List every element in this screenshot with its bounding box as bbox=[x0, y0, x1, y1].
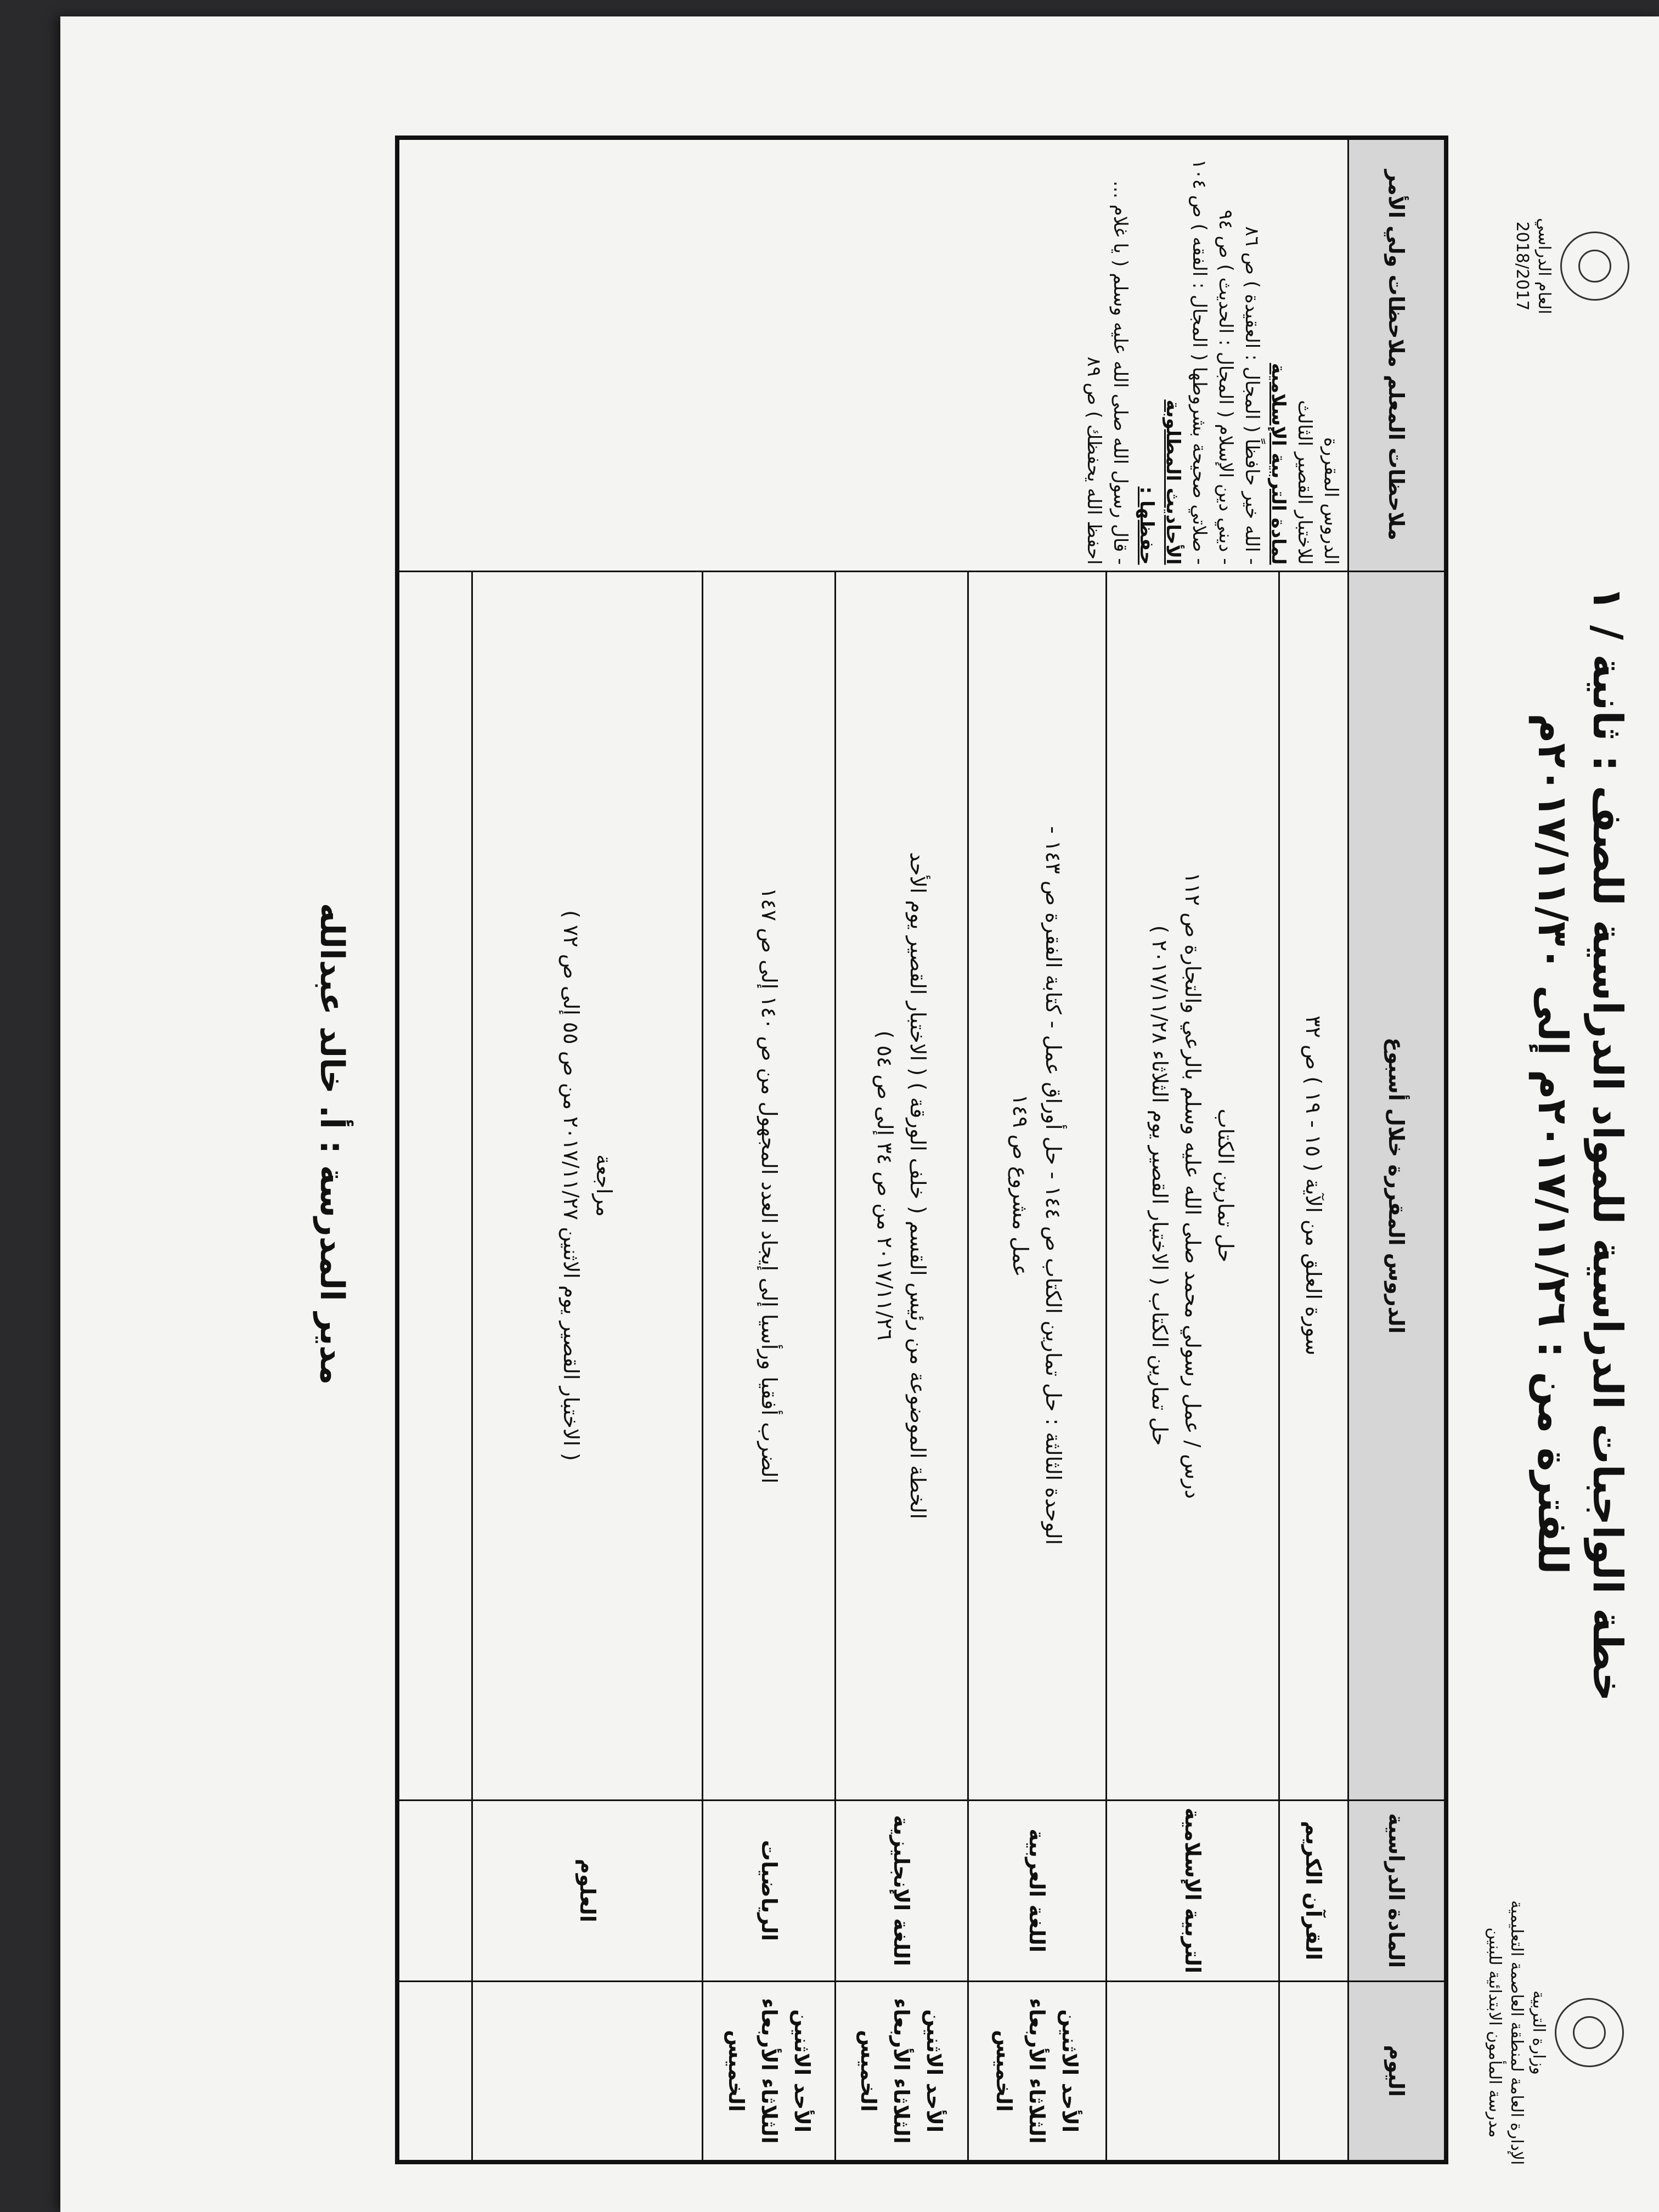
table-row bbox=[1279, 138, 1348, 2162]
hadith-item: - قال رسول الله صلى الله عليه وسلم ( يا غلام ... احفظ الله يحفظك ) ص ٨٩ bbox=[1082, 180, 1131, 565]
lesson-line: ٢٠١٧/١١/٢٦ من ص ٣٤ إلى ص ٥٤ ) bbox=[873, 1030, 898, 1341]
row-days: الأحد الاثنين الثلاثاء الأربعاء الخميس bbox=[968, 1981, 1106, 2162]
row-subject: اللغة العربية bbox=[968, 1800, 1106, 1981]
row-lessons bbox=[835, 571, 968, 1800]
row-days bbox=[1279, 1981, 1348, 2162]
ministry-line: مدرسة المأمون الابتدائية للبنين bbox=[1485, 1927, 1504, 2138]
lesson-line: الخطة الموضوعة من رئيس القسم ( خلف الورقة ) ( الاختبار القصير يوم الأحد bbox=[906, 852, 930, 1519]
lesson-line: درس / عمل رسولي محمد صلى الله عليه وسلم بالرعي والتجارة ص ١١٢ bbox=[1180, 872, 1205, 1499]
plan-table bbox=[395, 136, 1448, 2164]
ministry-line: الإدارة العامة لمنطقة العاصمة التعليمية bbox=[1507, 1900, 1526, 2165]
hadith-heading: الأحاديث المطلوبة bbox=[1161, 399, 1184, 565]
notes-item: - الله خير حافظاً ( المجال : العقيدة ) ص ٨٦ bbox=[1240, 226, 1263, 565]
lesson-line: عمل مشروع ص ١٤٩ bbox=[1008, 1094, 1033, 1277]
row-lessons bbox=[472, 571, 703, 1800]
notes-line: للاختبار القصير الثالث bbox=[1293, 400, 1316, 565]
notes-cell bbox=[397, 138, 1348, 571]
row-subject: العلوم bbox=[472, 1800, 703, 1981]
row-subject: التربية الإسلامية bbox=[1106, 1800, 1279, 1981]
empty-cell bbox=[397, 571, 472, 1800]
homework-plan-document bbox=[241, 101, 1659, 2186]
header-lessons: الدروس المقررة خلال أسبوع bbox=[1348, 571, 1446, 1800]
memorize-label: حفظها : bbox=[1135, 486, 1158, 565]
row-lessons bbox=[1106, 571, 1279, 1800]
header-notes: ملاحظات المعلم ملاحظات ولي الأمر bbox=[1348, 138, 1446, 571]
row-subject: اللغة الإنجليزية bbox=[835, 1800, 968, 1981]
row-subject: القرآن الكريم bbox=[1279, 1800, 1348, 1981]
title-line-2: للفترة من : ٢٠١٧/١١/٢٦م إلى ٢٠١٧/١١/٣٠م bbox=[1529, 713, 1576, 1575]
lesson-line: ( الاختبار القصير يوم الاثنين ٢٠١٧/١١/٢٧ من ص ٥٥ إلى ص ٧٢ ) bbox=[558, 910, 583, 1461]
lesson-line: الوحدة الثالثة : حل تمارين الكتاب ص ١٤٤ - حل أوراق عمل - كتابة الفقرة ص ١٤٣ - bbox=[1041, 826, 1066, 1545]
ministry-header bbox=[1483, 1890, 1624, 2175]
row-days: الأحد الاثنين الثلاثاء الأربعاء الخميس bbox=[703, 1981, 836, 2162]
paper-sheet bbox=[60, 16, 1659, 2212]
table-header-row bbox=[1348, 138, 1446, 2162]
principal-signature: مدير المدرسة : أ. خالد عبدالله bbox=[313, 902, 351, 1385]
header-subject: المادة الدراسية bbox=[1348, 1800, 1446, 1981]
row-days bbox=[472, 1981, 703, 2162]
document-title bbox=[1525, 431, 1635, 1857]
school-emblem-icon bbox=[1560, 232, 1629, 301]
empty-cell bbox=[397, 1981, 472, 2162]
notes-heading: الدروس المقررة bbox=[1319, 437, 1342, 565]
school-year: 2018/2017 bbox=[1513, 221, 1532, 311]
ministry-emblem-icon bbox=[1555, 1998, 1624, 2067]
row-lessons bbox=[968, 571, 1106, 1800]
row-lessons bbox=[703, 571, 836, 1800]
empty-cell bbox=[397, 1800, 472, 1981]
ministry-line: وزارة التربية bbox=[1529, 1990, 1548, 2075]
row-lessons bbox=[1279, 571, 1348, 1800]
row-days: الأحد الاثنين الثلاثاء الأربعاء الخميس bbox=[835, 1981, 968, 2162]
lesson-line: سورة العلق من الآية ( ١٥ - ١٩ ) ص ٣٢ bbox=[1301, 1015, 1326, 1356]
title-line-1: خطة الواجبات الدراسية للمواد الدراسية للصف : ثانية / ١ bbox=[1584, 586, 1631, 1702]
lesson-line: مراجعة bbox=[591, 1154, 616, 1217]
lesson-line: حل تمارين الكتاب bbox=[1213, 1108, 1238, 1263]
row-subject: الرياضيات bbox=[703, 1800, 836, 1981]
school-year-label: العام الدراسي bbox=[1534, 218, 1554, 314]
header-day: اليوم bbox=[1348, 1981, 1446, 2162]
notes-line: لمادة التربية الإسلامية bbox=[1267, 363, 1289, 565]
school-year-header bbox=[1511, 123, 1629, 409]
notes-item: - ديني دين الإسلام ( المجال : الحديث ) ص ٩٤ bbox=[1214, 210, 1237, 565]
lesson-line: الضرب أفقيا ورأسيا إلى إيجاد العدد المجهول من ص ١٤٠ إلى ص ١٤٧ bbox=[757, 887, 781, 1484]
lesson-line: حل تمارين الكتاب ( الاختبار القصير يوم الثلاثاء ٢٠١٧/١١/٢٨ ) bbox=[1147, 925, 1172, 1446]
row-days bbox=[1106, 1981, 1279, 2162]
notes-item: - صلاتي صحيحة بشروطها ( المجال : الفقه ) ص ١٠٤ bbox=[1188, 159, 1210, 565]
